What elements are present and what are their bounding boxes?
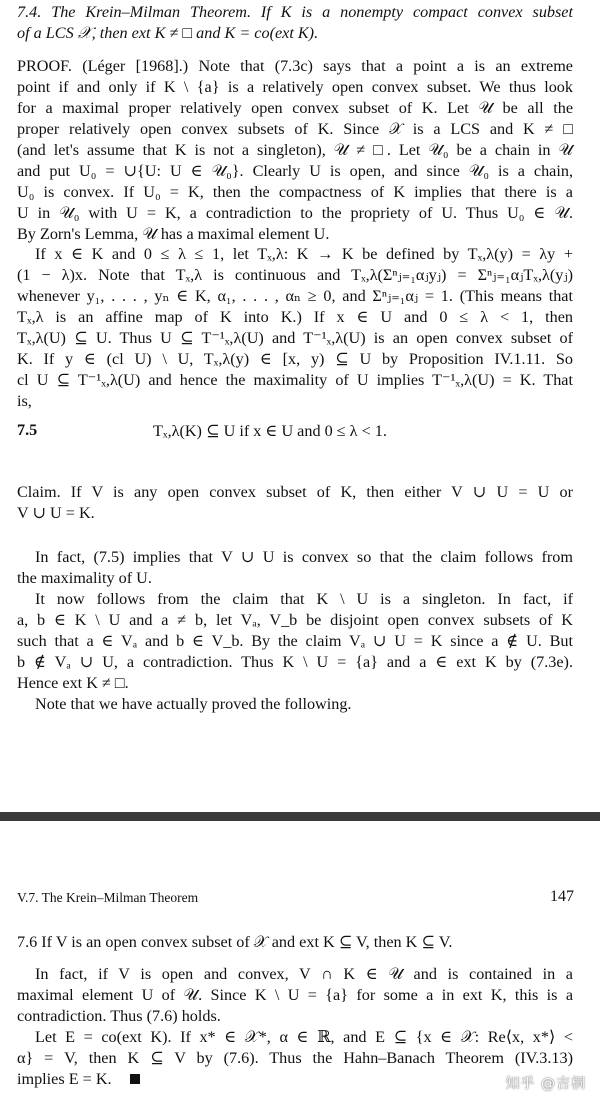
claim-proof-paragraph <box>17 547 573 589</box>
proof-line: for a maximal proper relatively open convex subset of K. Let 𝒰 be all the <box>17 99 573 117</box>
theorem-7-4 <box>17 2 573 44</box>
proof-line: U₀ is convex. If U₀ = K, then the compactness of K implies that there is a <box>17 183 573 201</box>
paragraph-line: Let E = co(ext K). If x* ∈ 𝒳*, α ∈ ℝ, and E ⊆ {x ∈ 𝒳: Re⟨x, x*⟩ < <box>35 1028 573 1046</box>
paragraph-line: cl U ⊆ T⁻¹ₓ,λ(U) and hence the maximality of U implies T⁻¹ₓ,λ(U) = K. That <box>17 371 573 389</box>
proof-line: U in 𝒰₀ with U = K, a contradiction to the propriety of U. Thus U₀ ∈ 𝒰. <box>17 204 573 222</box>
statement-line: 7.6 If V is an open convex subset of 𝒳 and ext K ⊆ V, then K ⊆ V. <box>17 933 453 951</box>
singleton-paragraph <box>17 589 573 715</box>
paragraph-line: maximal element U of 𝒰. Since K \ U = {a} for some a in ext K, this is a <box>17 986 573 1004</box>
proof-line: point if and only if K \ {a} is a relatively open convex subset. We thus look <box>17 78 573 96</box>
proof-line: proper relatively open convex subsets of K. Since 𝒳 is a LCS and K ≠ □ <box>17 120 573 138</box>
equation-label: 7.5 <box>17 421 38 439</box>
claim-line: V ∪ U = K. <box>17 504 95 522</box>
proof-line: (and let's assume that K is not a singleton), 𝒰 ≠ □. Let 𝒰₀ be a chain in 𝒰 <box>17 141 573 159</box>
claim-paragraph <box>17 482 573 524</box>
equation-7-5 <box>17 421 577 443</box>
paragraph-line: Note that we have actually proved the following. <box>35 695 352 713</box>
proof-line: and put U₀ = ∪{U: U ∈ 𝒰₀}. Clearly U is open, and since 𝒰₀ is a chain, <box>17 162 573 180</box>
paragraph-line: If x ∈ K and 0 ≤ λ ≤ 1, let Tₓ,λ: K → K be defined by Tₓ,λ(y) = λy + <box>35 245 573 263</box>
paragraph-line: Tₓ,λ(U) ⊆ U. Thus U ⊆ T⁻¹ₓ,λ(U) and T⁻¹ₓ,λ(U) is an open convex subset of <box>17 329 573 347</box>
paragraph-line: b ∉ Vₐ ∪ U, a contradiction. Thus K \ U = {a} and a ∈ ext K by (7.3e). <box>17 653 573 671</box>
affine-map-paragraph <box>17 244 573 412</box>
theorem-line: of a LCS 𝒳, then ext K ≠ □ and K = co(ext K). <box>17 24 319 42</box>
running-head: V.7. The Krein–Milman Theorem <box>17 890 199 905</box>
paragraph-line: such that a ∈ Vₐ and b ∈ V_b. By the claim Vₐ ∪ U = K since a ∉ U. But <box>17 632 573 650</box>
hahn-banach-paragraph <box>17 1027 573 1090</box>
paragraph-line: whenever y₁, . . . , yₙ ∈ K, α₁, . . . , αₙ ≥ 0, and Σⁿⱼ₌₁αⱼ = 1. (This means that <box>17 287 573 305</box>
equation-body: Tₓ,λ(K) ⊆ U if x ∈ U and 0 ≤ λ < 1. <box>153 422 387 440</box>
paragraph-line: In fact, if V is open and convex, V ∩ K ∈ 𝒰 and is contained in a <box>35 965 573 983</box>
paragraph-line: a, b ∈ K \ U and a ≠ b, let Vₐ, V_b be disjoint open convex subsets of K <box>17 611 573 629</box>
statement-7-6 <box>17 932 573 953</box>
paragraph-line: It now follows from the claim that K \ U is a singleton. In fact, if <box>35 590 573 608</box>
proof-line: PROOF. (Léger [1968].) Note that (7.3c) says that a point a is an extreme <box>17 57 573 75</box>
paragraph-line: K. If y ∈ (cl U) \ U, Tₓ,λ(y) ∈ [x, y) ⊆ U by Proposition IV.1.11. So <box>17 350 573 368</box>
proof-line: By Zorn's Lemma, 𝒰 has a maximal element U. <box>17 225 330 243</box>
page-divider <box>0 812 600 821</box>
paragraph-line: α} = V, then K ⊆ V by (7.6). Thus the Hahn–Banach Theorem (IV.3.13) <box>17 1049 573 1067</box>
paragraph-line: (1 − λ)x. Note that Tₓ,λ is continuous and Tₓ,λ(Σⁿⱼ₌₁αⱼyⱼ) = Σⁿⱼ₌₁αⱼTₓ,λ(yⱼ) <box>17 266 573 284</box>
claim-line: Claim. If V is any open convex subset of K, then either V ∪ U = U or <box>17 483 573 501</box>
paragraph-line <box>17 1069 573 1090</box>
paragraph-line: Tₓ,λ is an affine map of K into K.) If x ∈ U and 0 ≤ λ < 1, then <box>17 308 573 326</box>
watermark: 知乎 @吉桐 <box>505 1076 586 1092</box>
proof-paragraph <box>17 56 573 245</box>
theorem-line: 7.4. The Krein–Milman Theorem. If K is a nonempty compact convex subset <box>17 3 573 21</box>
page-number: 147 <box>550 888 574 905</box>
paragraph-line: is, <box>17 392 32 410</box>
paragraph-line: the maximality of U. <box>17 569 152 587</box>
paragraph-line: contradiction. Thus (7.6) holds. <box>17 1007 221 1025</box>
paragraph-line: Hence ext K ≠ □. <box>17 674 129 692</box>
paragraph-line: In fact, (7.5) implies that V ∪ U is convex so that the claim follows from <box>35 548 573 566</box>
statement-7-6-proof <box>17 964 573 1027</box>
qed-square-icon <box>130 1074 140 1084</box>
paragraph-text: implies E = K. <box>17 1070 112 1088</box>
